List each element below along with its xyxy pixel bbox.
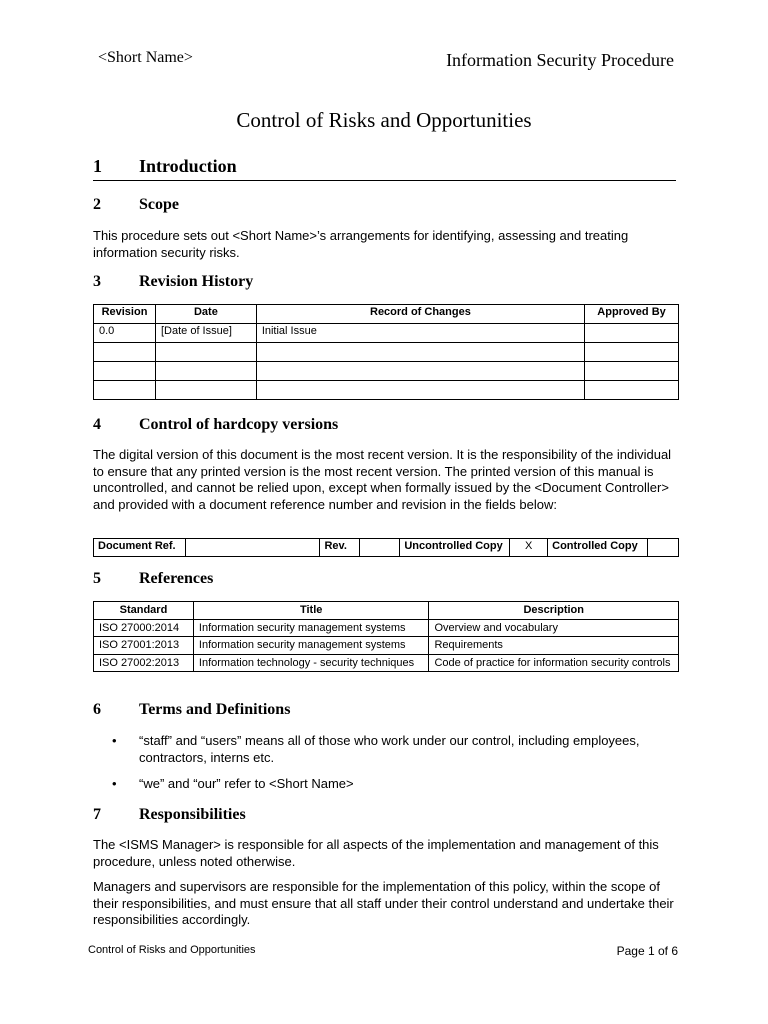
definition-text: “we” and “our” refer to <Short Name> <box>139 776 354 791</box>
section-3-heading <box>93 273 253 291</box>
table-row <box>94 654 679 672</box>
section-title: References <box>139 570 214 587</box>
column-header: Revision <box>94 305 156 324</box>
table-row-empty <box>94 381 679 400</box>
section-number: 6 <box>93 701 101 718</box>
section-number: 4 <box>93 416 101 433</box>
section-number: 2 <box>93 196 101 213</box>
table-cell: ISO 27001:2013 <box>94 637 194 655</box>
table-cell: Overview and vocabulary <box>429 619 679 637</box>
section-number: 3 <box>93 273 101 290</box>
controlled-copy-mark <box>648 539 679 557</box>
section-title: Responsibilities <box>139 806 246 823</box>
rev-field <box>360 539 400 557</box>
page-number: Page 1 of 6 <box>616 944 678 958</box>
table-header-row <box>94 602 679 620</box>
doc-ref-field <box>185 539 320 557</box>
table-cell <box>585 324 679 343</box>
table-row-empty <box>94 362 679 381</box>
footer-title: Control of Risks and Opportunities <box>88 944 256 956</box>
header-doc-type: Information Security Procedure <box>446 50 674 70</box>
document-title: Control of Risks and Opportunities <box>236 108 532 132</box>
table-cell: 0.0 <box>94 324 156 343</box>
table-cell: Requirements <box>429 637 679 655</box>
column-header: Standard <box>94 602 194 620</box>
rev-label: Rev. <box>320 539 360 557</box>
section-1-heading <box>93 156 676 181</box>
section-7-heading <box>93 806 246 824</box>
table-cell: Information technology - security techniques <box>193 654 429 672</box>
bullet-icon: • <box>112 776 117 791</box>
header-short-name: <Short Name> <box>98 49 193 66</box>
section-6-heading <box>93 701 290 719</box>
table-cell: ISO 27000:2014 <box>94 619 194 637</box>
controlled-copy-label: Controlled Copy <box>548 539 648 557</box>
list-item <box>112 776 672 793</box>
table-cell: Information security management systems <box>193 619 429 637</box>
section-title: Introduction <box>139 156 237 176</box>
definitions-list <box>112 733 672 793</box>
column-header: Date <box>155 305 256 324</box>
section-4-heading <box>93 416 338 434</box>
revision-history-table <box>93 304 679 400</box>
table-cell: Code of practice for information security controls <box>429 654 679 672</box>
section-title: Control of hardcopy versions <box>139 416 339 433</box>
hardcopy-paragraph: The digital version of this document is the most recent version. It is the responsibility of the individual to ensure that any printed version is the most recent version. The printed version of this manual is uncontrolled, and cannot be relied upon, except when formally issued by the <Document Controller> and provided with a document reference number and revision in the fields below: <box>93 447 672 512</box>
section-number: 1 <box>93 156 102 176</box>
section-2-heading <box>93 196 179 214</box>
section-title: Revision History <box>139 273 254 290</box>
table-row <box>94 637 679 655</box>
table-row-empty <box>94 343 679 362</box>
column-header: Approved By <box>585 305 679 324</box>
table-row <box>94 539 679 557</box>
section-title: Scope <box>139 196 179 213</box>
definition-text: “staff” and “users” means all of those who work under our control, including employees, contractors, interns etc. <box>139 733 640 765</box>
uncontrolled-copy-label: Uncontrolled Copy <box>400 539 510 557</box>
document-control-table <box>93 538 679 557</box>
references-table <box>93 601 679 672</box>
bullet-icon: • <box>112 733 117 748</box>
responsibilities-paragraph-1: The <ISMS Manager> is responsible for all aspects of the implementation and management of this procedure, unless noted otherwise. <box>93 837 659 869</box>
scope-paragraph: This procedure sets out <Short Name>’s arrangements for identifying, assessing and treating information security risks. <box>93 228 629 260</box>
uncontrolled-copy-mark: X <box>510 539 548 557</box>
column-header: Description <box>429 602 679 620</box>
column-header: Record of Changes <box>256 305 584 324</box>
section-5-heading <box>93 570 213 588</box>
doc-ref-label: Document Ref. <box>94 539 186 557</box>
responsibilities-paragraph-2: Managers and supervisors are responsible for the implementation of this policy, within the scope of their responsibilities, and must ensure that all staff under their control understand and undertake their responsibilities accordingly. <box>93 879 674 927</box>
table-cell: Information security management systems <box>193 637 429 655</box>
section-number: 7 <box>93 806 101 823</box>
table-cell: Initial Issue <box>256 324 584 343</box>
table-row <box>94 619 679 637</box>
section-title: Terms and Definitions <box>139 701 291 718</box>
table-cell: [Date of Issue] <box>155 324 256 343</box>
section-number: 5 <box>93 570 101 587</box>
column-header: Title <box>193 602 429 620</box>
table-header-row <box>94 305 679 324</box>
table-cell: ISO 27002:2013 <box>94 654 194 672</box>
list-item <box>112 733 672 766</box>
table-row <box>94 324 679 343</box>
